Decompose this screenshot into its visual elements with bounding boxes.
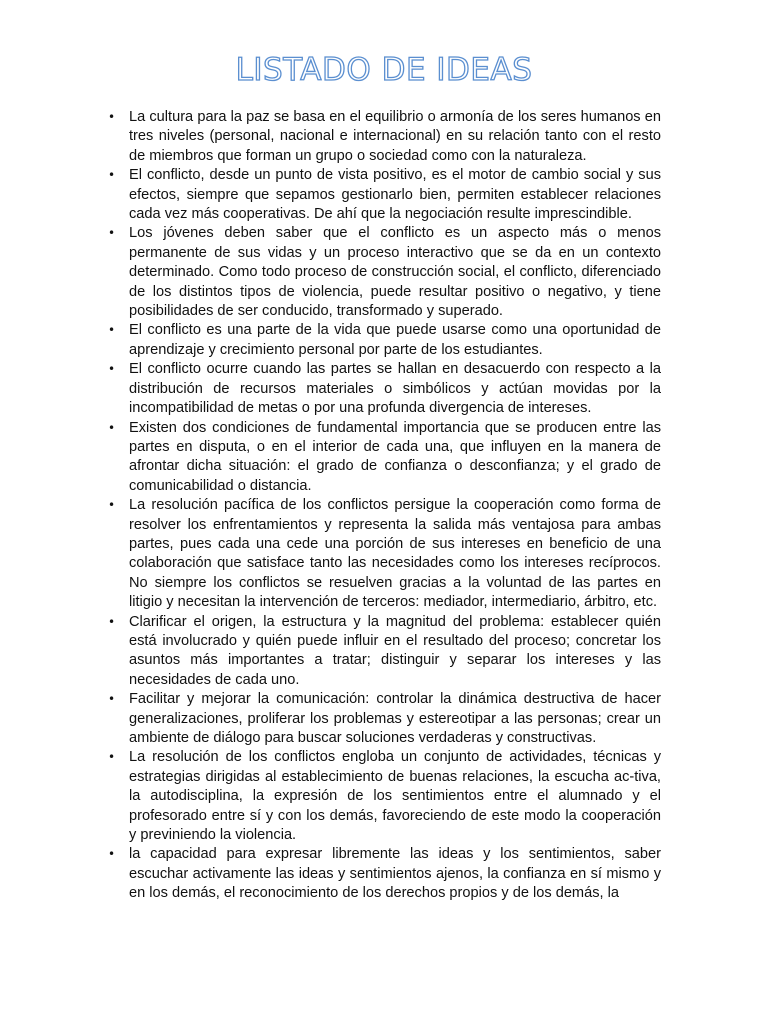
list-item — [108, 321, 661, 360]
bullet-icon: • — [108, 498, 116, 513]
bullet-icon: • — [108, 110, 116, 124]
list-item — [108, 360, 661, 418]
bullet-icon: • — [108, 614, 116, 629]
page-title: LISTADO DE IDEAS — [235, 52, 533, 88]
list-item-text: El conflicto, desde un punto de vista positivo, es el motor de cambio social y sus efectos, siempre que sepamos gestionarlo bien, permiten establecer relaciones cada vez más cooperativas. De ahí que la negociación resulte imprescindible. — [129, 167, 661, 223]
bullet-icon: • — [108, 226, 116, 241]
bullet-icon: • — [108, 692, 116, 707]
list-item-text: Existen dos condiciones de fundamental importancia que se producen entre las partes en disputa, o en el interior de cada una, que influyen en la manera de afrontar dicha situación: el grado de confianza o desconfianza; y el grado de comunicabilidad o distancia. — [129, 419, 661, 494]
list-item-text: El conflicto es una parte de la vida que puede usarse como una oportunidad de aprendizaje y crecimiento personal por parte de los estudiantes. — [129, 322, 661, 358]
bullet-icon: • — [108, 847, 116, 862]
bullet-icon: • — [108, 420, 116, 435]
list-item — [108, 845, 661, 903]
list-item — [108, 496, 661, 612]
list-item — [108, 224, 661, 321]
bullet-icon: • — [108, 362, 116, 377]
list-item — [108, 166, 661, 224]
title-container — [0, 52, 768, 88]
ideas-list — [108, 108, 661, 904]
list-item-text: Clarificar el origen, la estructura y la magnitud del problema: establecer quién está involucrado y quién puede influir en el resultado del proceso; concretar los asuntos más importantes a tratar; distinguir y separar los intereses y las necesidades de cada uno. — [129, 613, 661, 688]
list-item-text: la capacidad para expresar libremente las ideas y los sentimientos, saber escuchar activamente las ideas y sentimientos ajenos, la confianza en sí mismo y en los demás, el reconocimiento de los derechos propios y de los demás, la — [129, 846, 661, 902]
list-item — [108, 613, 661, 691]
list-item-text: La resolución pacífica de los conflictos persigue la cooperación como forma de resolver los enfrentamientos y representa la salida más ventajosa para ambas partes, pues cada una cede una porción de sus intereses en beneficio de una colaboración que satisface tanto las necesidades como los intereses recíprocos. No siempre los conflictos se resuelven gracias a la voluntad de las partes en litigio y necesitan la intervención de terceros: mediador, intermediario, árbitro, etc. — [129, 497, 661, 611]
list-item-text: El conflicto ocurre cuando las partes se hallan en desacuerdo con respecto a la distribución de recursos materiales o simbólicos y actúan movidas por la incompatibilidad de metas o por una profunda divergencia de intereses. — [129, 361, 661, 417]
list-item — [108, 108, 661, 166]
list-item-text: La resolución de los conflictos engloba un conjunto de actividades, técnicas y estrategias dirigidas al establecimiento de buenas relaciones, la escucha ac-tiva, la autodisciplina, la expresión de los sentimientos entre el alumnado y el profesorado entre sí y con los demás, favoreciendo de este modo la cooperación y previniendo la violencia. — [129, 749, 661, 844]
bullet-icon: • — [108, 323, 116, 338]
list-item-text: La cultura para la paz se basa en el equilibrio o armonía de los seres humanos en tres niveles (personal, nacional e internacional) en su relación tanto con el resto de miembros que forman un grupo o sociedad como con la naturaleza. — [129, 109, 661, 164]
list-item — [108, 690, 661, 748]
bullet-icon: • — [108, 750, 116, 765]
list-item — [108, 419, 661, 497]
list-item-text: Facilitar y mejorar la comunicación: controlar la dinámica destructiva de hacer generalizaciones, proliferar los problemas y estereotipar a las personas; crear un ambiente de diálogo para buscar soluciones verdaderas y constructivas. — [129, 691, 661, 746]
list-item-text: Los jóvenes deben saber que el conflicto es un aspecto más o menos permanente de sus vidas y un proceso interactivo que se da en un contexto determinado. Como todo proceso de construcción social, el conflicto, diferenciado de los distintos tipos de violencia, puede resultar positivo o negativo, y tiene posibilidades de ser conducido, transformado y superado. — [129, 225, 661, 320]
bullet-icon: • — [108, 168, 116, 183]
list-item — [108, 748, 661, 845]
